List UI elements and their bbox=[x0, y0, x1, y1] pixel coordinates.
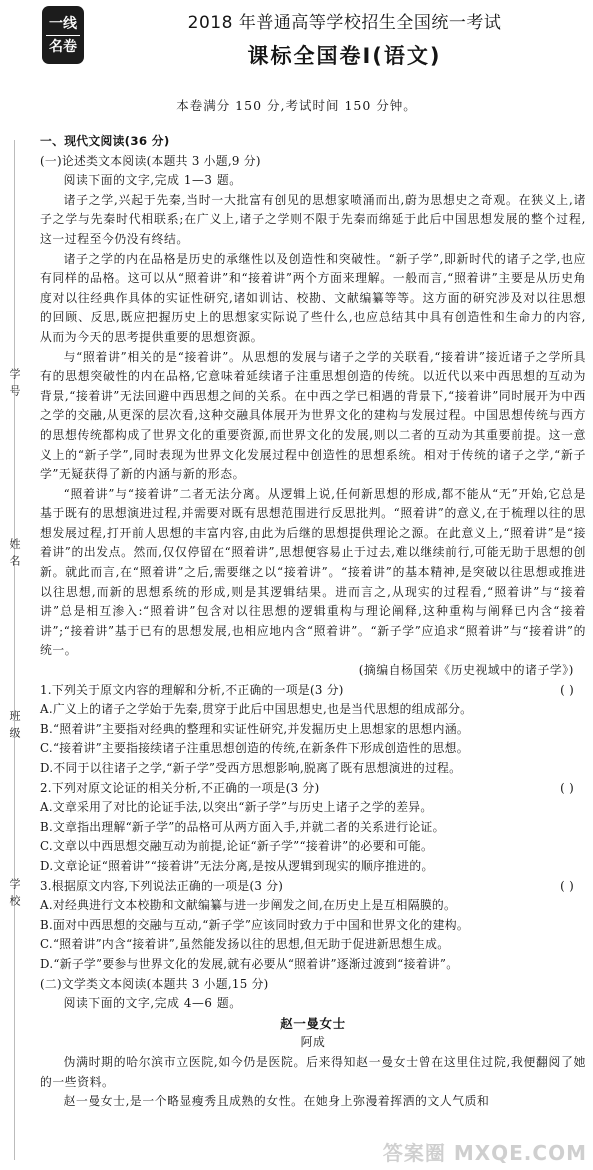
question-stem: 1.下列关于原文内容的理解和分析,不正确的一项是(3 分) bbox=[40, 682, 344, 697]
badge-bottom-text: 名卷 bbox=[49, 38, 77, 55]
question-stem: 3.根据原文内容,下列说法正确的一项是(3 分) bbox=[40, 878, 284, 893]
option-a: A.广义上的诸子之学始于先秦,贯穿于此后中国思想史,也是当代思想的组成部分。 bbox=[40, 702, 473, 717]
passage-paragraph: 诸子之学,兴起于先秦,当时一大批富有创见的思想家喷涌而出,蔚为思想史之奇观。在狭义上,诸子之学与先秦时代相联系;在广义上,诸子之学则不限于先秦而绵延于此后中国思想发展的整个过程,这一过程至今仍没有终结。 bbox=[40, 192, 586, 246]
option-b: B.“照着讲”主要指对经典的整理和实证性研究,并发掘历史上思想家的思想内涵。 bbox=[40, 721, 469, 736]
answer-blank: ( ) bbox=[560, 780, 574, 795]
question-3 bbox=[40, 877, 586, 897]
subsection-heading-1: (一)论述类文本阅读(本题共 3 小题,9 分) bbox=[40, 153, 261, 168]
story-paragraph: 赵一曼女士,是一个略显瘦秀且成熟的女性。在她身上弥漫着挥洒的文人气质和 bbox=[63, 1094, 490, 1109]
passage-paragraph: 诸子之学的内在品格是历史的承继性以及创造性和突破性。“新子学”,即新时代的诸子之学,也应有同样的品格。这可以从“照着讲”和“接着讲”两个方面来理解。一般而言,“照着讲”主要是从历史角度对以往经典作具体的实证性研究,诸如训诂、校勘、文献编纂等等。这方面的研究涉及对以往思想的回顾、反思,既应把握历史上的思想家实际说了些什么,也应总结其中具有创造性和生命力的内容,从而为今天的思考提供重要的思想资源。 bbox=[40, 251, 586, 344]
side-label-school: 学校 bbox=[8, 878, 21, 912]
option-a: A.文章采用了对比的论证手法,以突出“新子学”与历史上诸子之学的差异。 bbox=[40, 800, 433, 815]
paper-title: 课标全国卷Ⅰ(语文) bbox=[247, 44, 442, 68]
passage-paragraph: 与“照着讲”相关的是“接着讲”。从思想的发展与诸子之学的关联看,“接着讲”接近诸子之学所具有的思想突破性的内在品格,它意味着延续诸子注重思想创造的传统。以近代以来中西思想的互动为背景,“接着讲”无法回避中西思想之间的关系。在中西之学已相遇的背景下,“接着讲”同时展开为中西之学的交融,从更深的层次看,这种交融具体展开为世界文化的建构与发展过程。中国思想传统与西方的思想传统都构成了世界文化的重要资源,而世界文化的发展,则以二者的互动为其重要前提。这一意义上的“新子学”,同时表现为世界文化发展过程中创造性的思想系统。相对于传统的诸子之学,“新子学”无疑获得了新的内涵与新的形态。 bbox=[40, 349, 586, 482]
option-c: C.“接着讲”主要指接续诸子注重思想创造的传统,在新条件下形成创造性的思想。 bbox=[40, 741, 469, 756]
question-2 bbox=[40, 779, 586, 799]
question-1 bbox=[40, 681, 586, 701]
answer-blank: ( ) bbox=[560, 682, 574, 697]
side-label-student-id: 学号 bbox=[8, 368, 21, 402]
reading-instruction-1: 阅读下面的文字,完成 1—3 题。 bbox=[63, 173, 242, 188]
option-d: D.文章论证“照着讲”“接着讲”无法分离,是按从逻辑到现实的顺序推进的。 bbox=[40, 858, 434, 873]
reading-instruction-2: 阅读下面的文字,完成 4—6 题。 bbox=[63, 996, 242, 1011]
side-label-class: 班级 bbox=[8, 710, 21, 744]
passage-paragraph: “照着讲”与“接着讲”二者无法分离。从逻辑上说,任何新思想的形成,都不能从“无”开始,它总是基于既有的思想演进过程,并需要对既有思想范围进行反思批判。“照着讲”的意义,在于梳理以往的思想发展过程,打开前人思想的丰富内容,由此为后继的思想提供理论之源。在此意义上,“照着讲”是“接着讲”的出发点。然而,仅仅停留在“照着讲”,思想便容易止于过去,难以继续前行,可能无助于思想的创新。就此而言,在“照着讲”之后,需要继之以“接着讲”。“接着讲”的基本精神,是突破以往思想或推进以往思想,而新的思想系统的形成,则是其逻辑结果。进而言之,从现实的过程看,“照着讲”与“接着讲”总是相互渗入:“照着讲”包含对以往思想的逻辑重构与理论阐释,这种重构与阐释已内含“接着讲”;“接着讲”基于已有的思想发展,也相应地内含“照着讲”。“新子学”应追求“照着讲”与“接着讲”的统一。 bbox=[40, 486, 586, 658]
answer-blank: ( ) bbox=[560, 878, 574, 893]
story-title: 赵一曼女士 bbox=[280, 1015, 346, 1031]
story-author: 阿成 bbox=[300, 1035, 326, 1050]
exam-content bbox=[40, 132, 586, 1112]
passage-source: (摘编自杨国荣《历史视域中的诸子学》) bbox=[358, 663, 574, 678]
option-c: C.文章以中西思想交融互动为前提,论证“新子学”“接着讲”的必要和可能。 bbox=[40, 839, 434, 854]
option-d: D.不同于以往诸子之学,“新子学”受西方思想影响,脱离了既有思想演进的过程。 bbox=[40, 761, 462, 775]
option-c: C.“照着讲”内含“接着讲”,虽然能发扬以往的思想,但无助于促进新思想生成。 bbox=[40, 937, 450, 952]
option-b: B.文章指出理解“新子学”的品格可从两方面入手,并就二者的关系进行论证。 bbox=[40, 819, 445, 834]
binding-line bbox=[14, 140, 15, 1160]
badge-top-text: 一线 bbox=[49, 15, 77, 32]
section-heading: 一、现代文阅读(36 分) bbox=[40, 134, 170, 148]
question-stem: 2.下列对原文论证的相关分析,不正确的一项是(3 分) bbox=[40, 780, 320, 795]
subsection-heading-2: (二)文学类文本阅读(本题共 3 小题,15 分) bbox=[40, 976, 269, 991]
site-watermark: 答案圈 MXQE.COM bbox=[382, 1141, 587, 1165]
exam-intro: 本卷满分 150 分,考试时间 150 分钟。 bbox=[176, 98, 417, 113]
side-label-name: 姓名 bbox=[8, 538, 21, 572]
option-d: D.“新子学”要参与世界文化的发展,就有必要从“照着讲”逐渐过渡到“接着讲”。 bbox=[40, 956, 459, 971]
story-paragraph: 伪满时期的哈尔滨市立医院,如今仍是医院。后来得知赵一曼女士曾在这里住过院,我便翻阅了她的一些资料。 bbox=[40, 1054, 586, 1089]
brand-badge bbox=[42, 6, 84, 64]
option-b: B.面对中西思想的交融与互动,“新子学”应该同时致力于中国和世界文化的建构。 bbox=[40, 917, 469, 932]
exam-title: 2018 年普通高等学校招生全国统一考试 bbox=[187, 13, 502, 33]
option-a: A.对经典进行文本校勘和文献编纂与进一步阐发之间,在历史上是互相隔膜的。 bbox=[40, 898, 457, 913]
